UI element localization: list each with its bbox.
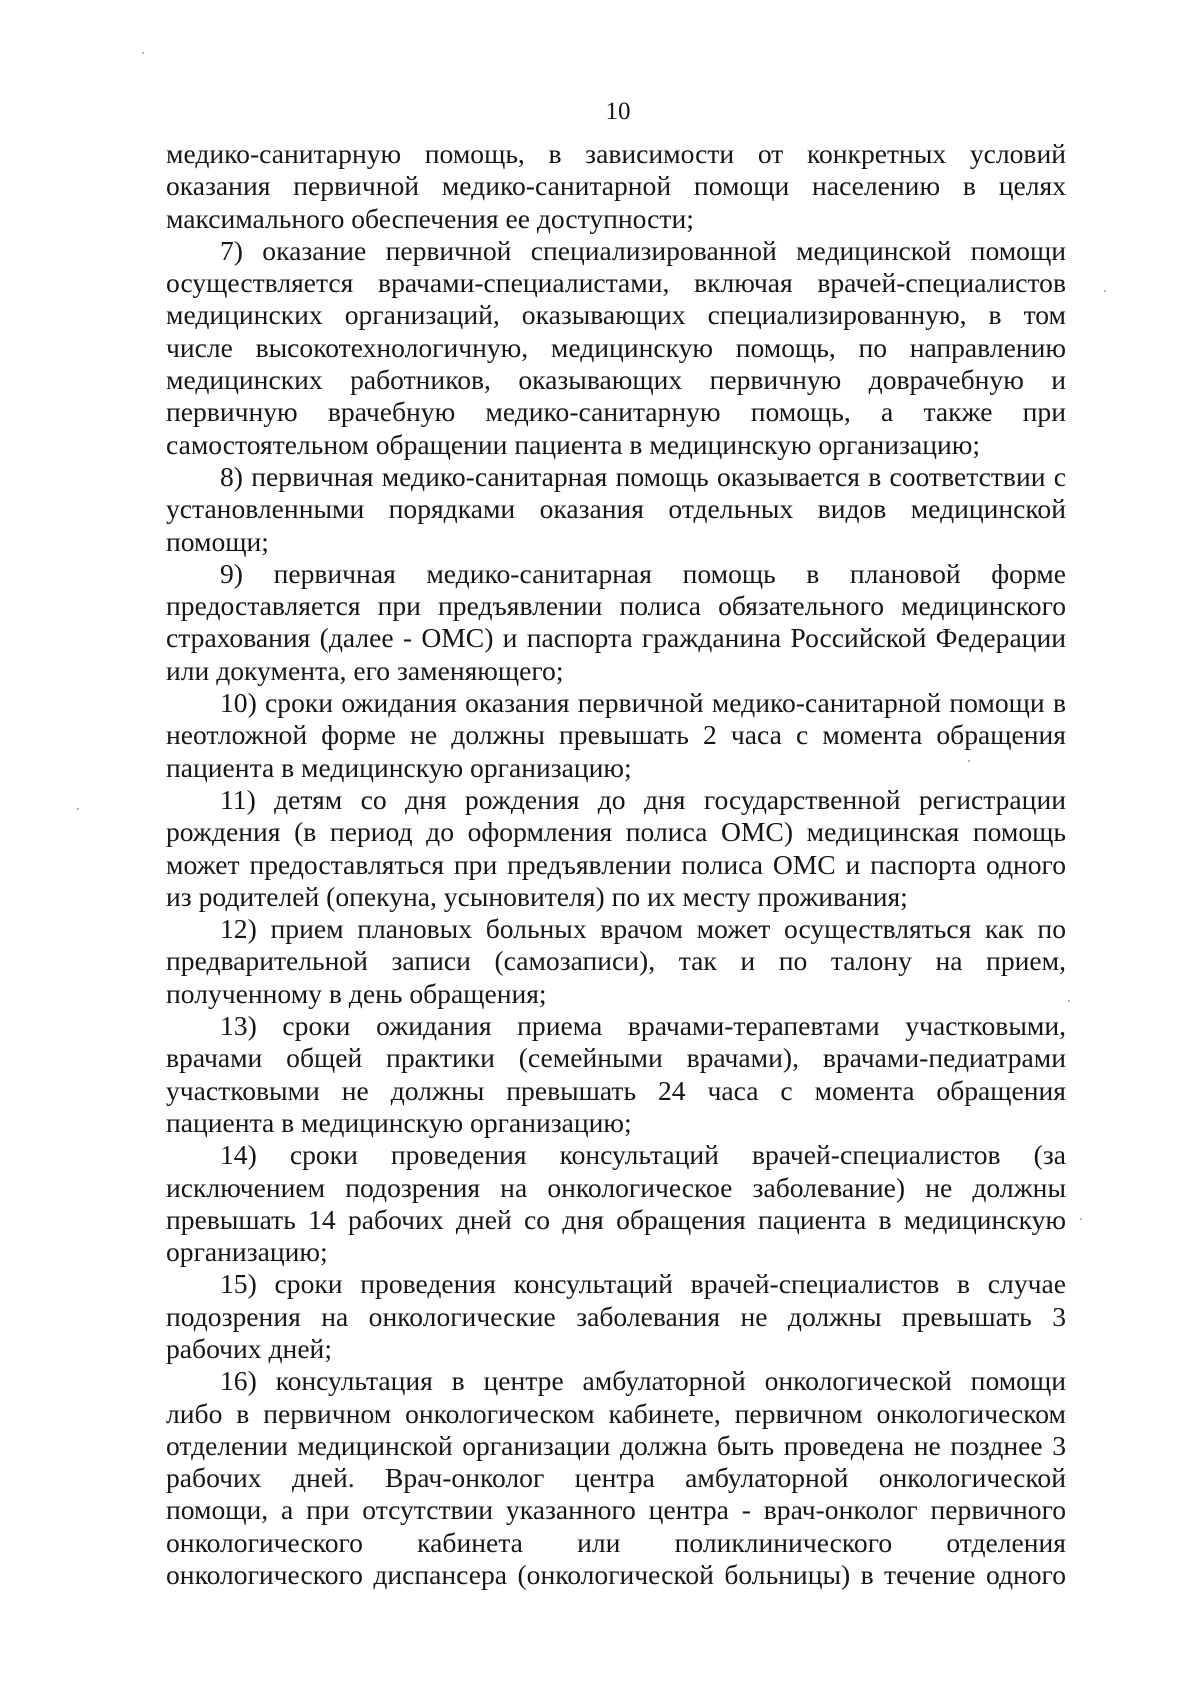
text-line: самостоятельном обращении пациента в медицинскую организацию; xyxy=(166,428,981,460)
paragraph-start-line: 13) сроки ожидания приема врачами-терапевтами участковыми, xyxy=(220,1010,1066,1042)
text-line: отделении медицинской организации должна быть проведена не позднее 3 xyxy=(166,1429,1066,1461)
text-line: пациента в медицинскую организацию; xyxy=(166,1106,632,1138)
text-line: из родителей (опекуна, усыновителя) по их месту проживания; xyxy=(166,880,908,912)
paragraph-start-line: 16) консультация в центре амбулаторной онкологической помощи xyxy=(220,1365,1066,1397)
paragraph-start-line: 14) сроки проведения консультаций врачей-специалистов (за xyxy=(220,1139,1066,1171)
text-line: пациента в медицинскую организацию; xyxy=(166,751,632,783)
text-line: осуществляется врачами-специалистами, включая врачей-специалистов xyxy=(166,267,1066,299)
paragraph-start-line: 11) детям со дня рождения до дня государственной регистрации xyxy=(220,783,1066,815)
text-line: участковыми не должны превышать 24 часа с момента обращения xyxy=(166,1074,1066,1106)
text-line: помощи; xyxy=(166,525,269,557)
paragraph-start-line: 7) оказание первичной специализированной медицинской помощи xyxy=(220,234,1066,266)
text-line: онкологического диспансера (онкологической больницы) в течение одного xyxy=(166,1559,1066,1591)
text-line: неотложной форме не должны превышать 2 часа с момента обращения xyxy=(166,719,1066,751)
text-line: медицинских работников, оказывающих первичную доврачебную и xyxy=(166,364,1066,396)
paragraph-start-line: 10) сроки ожидания оказания первичной медико-санитарной помощи в xyxy=(220,687,1066,719)
text-line: помощи, а при отсутствии указанного центра - врач-онколог первичного xyxy=(166,1494,1066,1526)
text-line: предварительной записи (самозаписи), так и по талону на прием, xyxy=(166,945,1066,977)
text-line: подозрения на онкологические заболевания не должны превышать 3 xyxy=(166,1300,1066,1332)
text-line: рабочих дней; xyxy=(166,1332,332,1364)
text-line: медико-санитарную помощь, в зависимости от конкретных условий xyxy=(166,138,1066,169)
text-line: страхования (далее - ОМС) и паспорта гражданина Российской Федерации xyxy=(166,622,1066,654)
paragraph-start-line: 12) прием плановых больных врачом может осуществляться как по xyxy=(220,913,1066,945)
paragraph-start-line: 9) первичная медико-санитарная помощь в плановой форме xyxy=(220,557,1066,589)
paragraph-start-line: 8) первичная медико-санитарная помощь оказывается в соответствии с xyxy=(220,460,1066,492)
text-line: оказания первичной медико-санитарной помощи населению в целях xyxy=(166,170,1066,202)
text-line: исключением подозрения на онкологическое заболевание) не должны xyxy=(166,1171,1066,1203)
text-line: превышать 14 рабочих дней со дня обращения пациента в медицинскую xyxy=(166,1203,1066,1235)
page-number: 10 xyxy=(605,98,631,125)
text-line: рождения (в период до оформления полиса ОМС) медицинская помощь xyxy=(166,816,1066,848)
text-line: либо в первичном онкологическом кабинете, первичном онкологическом xyxy=(166,1397,1066,1429)
text-line: предоставляется при предъявлении полиса обязательного медицинского xyxy=(166,590,1066,622)
text-line: может предоставляться при предъявлении полиса ОМС и паспорта одного xyxy=(166,848,1066,880)
text-line: числе высокотехнологичную, медицинскую помощь, по направлению xyxy=(166,331,1066,363)
text-line: организацию; xyxy=(166,1236,328,1268)
document-body xyxy=(166,138,1066,1591)
text-line: максимального обеспечения ее доступности; xyxy=(166,202,694,234)
text-line: первичную врачебную медико-санитарную помощь, а также при xyxy=(166,396,1066,428)
text-line: врачами общей практики (семейными врачами), врачами-педиатрами xyxy=(166,1042,1066,1074)
text-line: полученному в день обращения; xyxy=(166,977,547,1009)
text-line: онкологического кабинета или поликлинического отделения xyxy=(166,1526,1066,1558)
text-line: рабочих дней. Врач-онколог центра амбулаторной онкологической xyxy=(166,1462,1066,1494)
text-line: или документа, его заменяющего; xyxy=(166,654,564,686)
text-line: установленными порядками оказания отдельных видов медицинской xyxy=(166,493,1066,525)
text-line: медицинских организаций, оказывающих специализированную, в том xyxy=(166,299,1066,331)
paragraph-start-line: 15) сроки проведения консультаций врачей-специалистов в случае xyxy=(220,1268,1066,1300)
